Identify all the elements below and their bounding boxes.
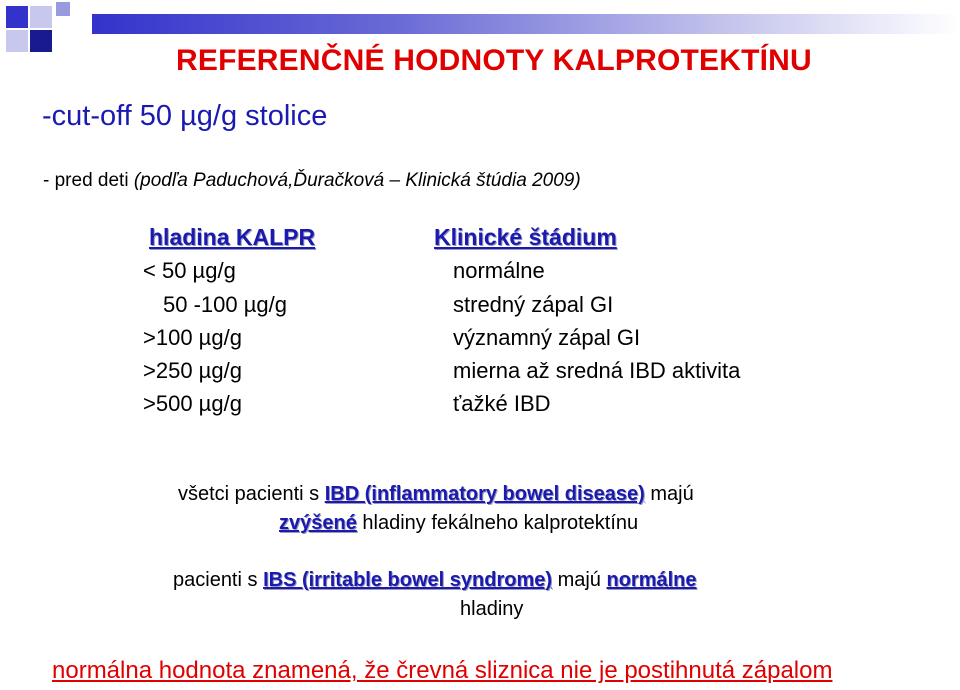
- pred-deti-prefix: - pred deti: [43, 170, 134, 191]
- table-level-cell: 50 -100 µg/g: [163, 292, 287, 317]
- cutoff-line: -cut-off 50 µg/g stolice: [42, 100, 328, 132]
- ibs-text-1: pacienti s: [173, 569, 264, 591]
- table-level-cell: < 50 µg/g: [143, 258, 236, 283]
- table-header-level: hladina KALPR: [149, 224, 316, 250]
- ibd-term: IBD (inflammatory bowel disease): [324, 483, 645, 505]
- table-header-stage: Klinické štádium: [434, 224, 617, 250]
- ibd-text-3: hladiny fekálneho kalprotektínu: [356, 512, 639, 534]
- table-stage-cell: stredný zápal GI: [453, 292, 614, 317]
- corner-square-small: [56, 2, 70, 16]
- ibs-paragraph-line2: hladiny: [460, 598, 524, 620]
- corner-square-dark: [30, 30, 52, 52]
- footer-statement: normálna hodnota znamená, že črevná sliznica nie je postihnutá zápalom: [52, 657, 833, 684]
- pred-deti-reference: (podľa Paduchová,Ďuračková – Klinická štúdia 2009): [133, 170, 581, 191]
- corner-square-light: [30, 6, 52, 28]
- pred-deti-line: [43, 170, 581, 192]
- ibs-normal-term: normálne: [606, 569, 697, 591]
- slide-title: REFERENČNÉ HODNOTY KALPROTEKTÍNU: [176, 44, 812, 77]
- ibd-elevated-term: zvýšené: [279, 512, 357, 534]
- table-level-cell: >250 µg/g: [143, 358, 242, 383]
- table-stage-cell: mierna až sredná IBD aktivita: [453, 358, 741, 383]
- corner-square-light-2: [6, 30, 28, 52]
- corner-square-large: [6, 6, 28, 28]
- table-stage-cell: ťažké IBD: [453, 391, 551, 416]
- table-stage-cell: normálne: [453, 258, 545, 283]
- ibd-text-1: všetci pacienti s: [178, 483, 325, 505]
- table-stage-cell: významný zápal GI: [453, 325, 641, 350]
- ibs-paragraph-line1: [173, 569, 697, 592]
- ibd-text-2: majú: [644, 483, 694, 505]
- ibd-paragraph-line2: [279, 512, 638, 535]
- ibd-paragraph-line1: [178, 483, 694, 506]
- ibs-term: IBS (irritable bowel syndrome): [263, 569, 553, 591]
- table-level-cell: >100 µg/g: [143, 325, 242, 350]
- ibs-text-2: majú: [552, 569, 607, 591]
- table-level-cell: >500 µg/g: [143, 391, 242, 416]
- title-gradient-bar: [92, 14, 960, 34]
